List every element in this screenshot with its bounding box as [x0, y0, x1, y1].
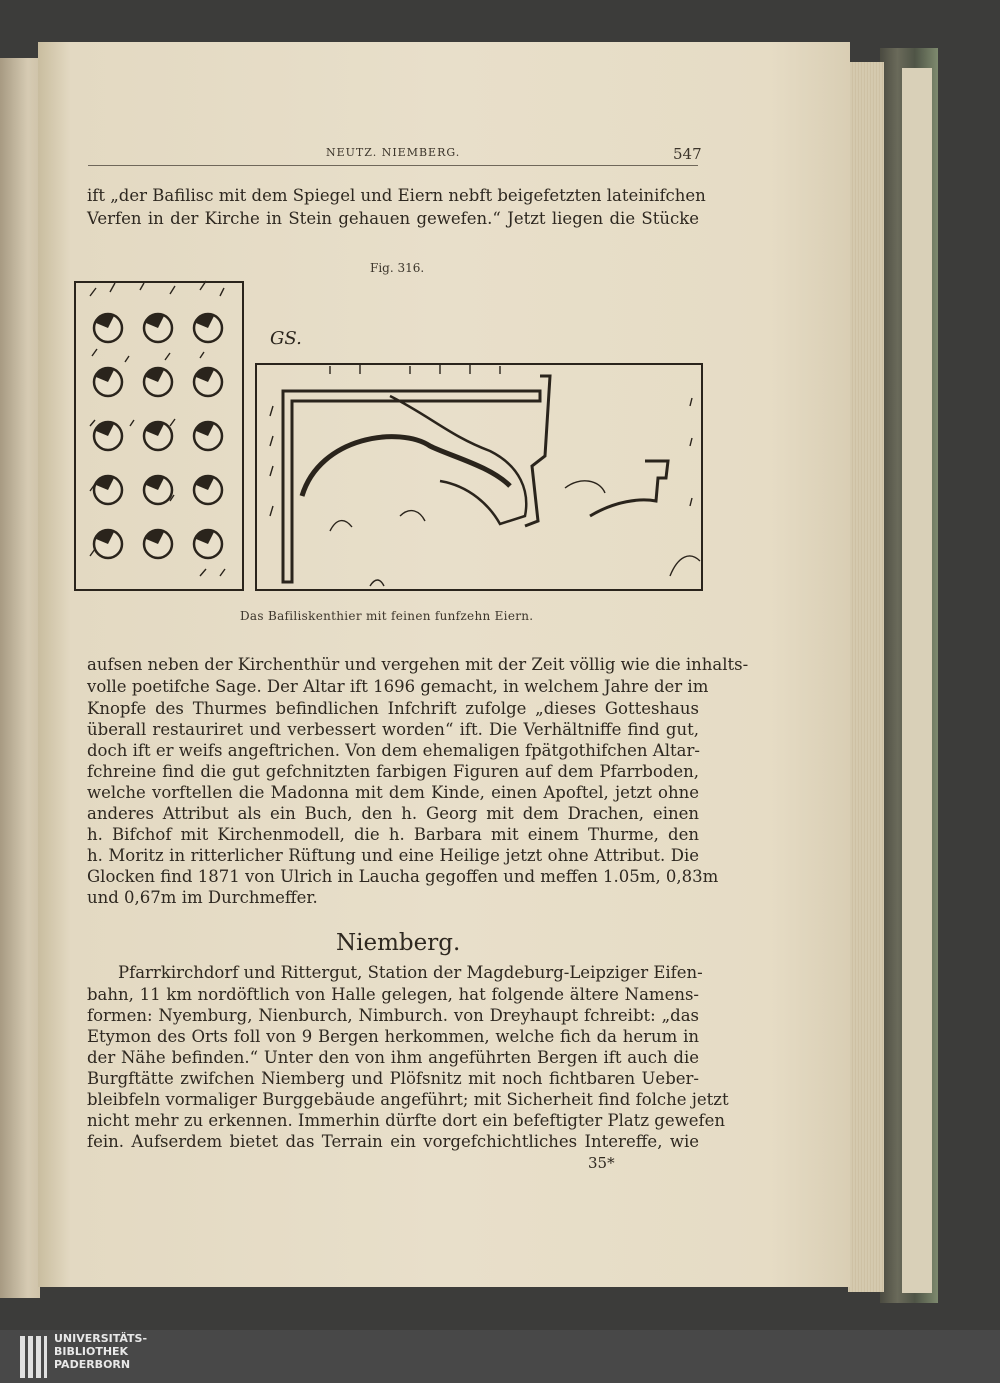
frame-border — [283, 391, 540, 582]
section-heading: Niemberg. — [336, 930, 461, 956]
text-line: überall restauriret und verbessert worden“ ift. Die Verhältniffe find gut, — [87, 720, 699, 739]
text-line: und 0,67m im Durchmeffer. — [87, 888, 318, 907]
library-name-line: PADERBORN — [54, 1358, 131, 1371]
running-title: NEUTZ. NIEMBERG. — [326, 146, 461, 159]
artist-monogram: GS. — [270, 328, 302, 349]
cover-endpaper — [902, 68, 932, 1293]
basilisk-slab — [256, 364, 702, 590]
figure-label: Fig. 316. — [370, 261, 425, 275]
page-stack-edges — [848, 62, 884, 1292]
wing — [525, 376, 550, 526]
basilisk-figure — [70, 276, 710, 598]
figure-caption: Das Bafiliskenthier mit feinen funfzehn Eiern. — [240, 609, 534, 623]
text-line: welche vorftellen die Madonna mit dem Kinde, einen Apoftel, jetzt ohne — [87, 783, 699, 802]
text-line: Verfen in der Kirche in Stein gehauen gewefen.“ Jetzt liegen die Stücke — [87, 209, 699, 228]
text-line: doch ift er weifs angeftrichen. Von dem ehemaligen fpätgothifchen Altar- — [87, 741, 700, 760]
text-line: bleibfeln vormaliger Burggebäude angeführt; mit Sicherheit find folche jetzt — [87, 1090, 729, 1109]
facing-page-edge — [0, 58, 40, 1298]
library-footer — [0, 1330, 1000, 1383]
text-line: aufsen neben der Kirchenthür und vergehen mit der Zeit völlig wie die inhalts- — [87, 655, 749, 674]
text-line: Glocken find 1871 von Ulrich in Laucha gegoffen und meffen 1.05m, 0,83m — [87, 867, 719, 886]
text-line: h. Bifchof mit Kirchenmodell, die h. Barbara mit einem Thurme, den — [87, 825, 699, 844]
text-line: Pfarrkirchdorf und Rittergut, Station der Magdeburg-Leipziger Eifen- — [118, 963, 703, 982]
text-line: nicht mehr zu erkennen. Immerhin dürfte dort ein befeftigter Platz gewefen — [87, 1111, 725, 1130]
text-line: der Nähe befinden.“ Unter den von ihm angeführten Bergen ift auch die — [87, 1048, 699, 1067]
egg-grid — [94, 314, 222, 558]
text-line: volle poetifche Sage. Der Altar ift 1696 gemacht, in welchem Jahre der im — [87, 677, 709, 696]
library-logo-icon — [18, 1334, 48, 1380]
text-line: Etymon des Orts foll von 9 Bergen herkommen, welche fich da herum in — [87, 1027, 699, 1046]
library-name — [54, 1332, 147, 1371]
text-line: formen: Nyemburg, Nienburch, Nimburch. von Dreyhaupt fchreibt: „das — [87, 1006, 699, 1025]
text-line: anderes Attribut als ein Buch, den h. Georg mit dem Drachen, einen — [87, 804, 699, 823]
text-line: Knopfe des Thurmes befindlichen Infchrift zufolge „dieses Gotteshaus — [87, 699, 699, 718]
text-line: fchreine find die gut gefchnitzten farbigen Figuren auf dem Pfarrboden, — [87, 762, 699, 781]
library-name-line: BIBLIOTHEK — [54, 1345, 129, 1358]
text-line: ift „der Bafilisc mit dem Spiegel und Eiern nebft beigefetzten lateinifchen — [87, 186, 706, 205]
text-line: bahn, 11 km nordöftlich von Halle gelegen, hat folgende ältere Namens- — [87, 985, 699, 1004]
signature-mark: 35* — [588, 1154, 615, 1172]
text-line: h. Moritz in ritterlicher Rüftung und eine Heilige jetzt ohne Attribut. Die — [87, 846, 699, 865]
text-line: fein. Aufserdem bietet das Terrain ein vorgefchichtliches Intereffe, wie — [87, 1132, 699, 1151]
text-line: Burgftätte zwifchen Niemberg und Plöfsnitz mit noch fichtbaren Ueber- — [87, 1069, 699, 1088]
header-rule — [88, 165, 698, 166]
page-number: 547 — [673, 145, 702, 163]
library-name-line: UNIVERSITÄTS- — [54, 1332, 148, 1345]
